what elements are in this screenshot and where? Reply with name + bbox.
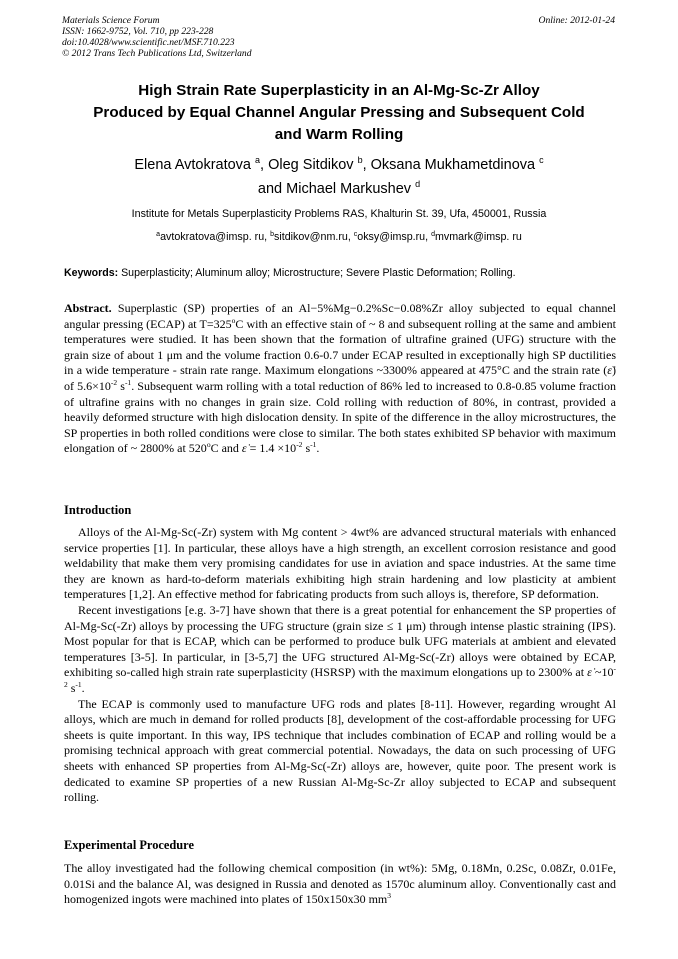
intro-text: . xyxy=(81,680,85,695)
email-4-affil: d xyxy=(431,231,435,238)
author-and: and xyxy=(257,181,287,197)
author-1-affil: a xyxy=(255,155,261,165)
abstract-text: C with an effective stain of ~ 8 and subsequent rolling at the same and ambient temperatures were studied. It has been shown that the formation of ultrafine grained (UFG) structure with the grain size of about 1 μm and the volume fraction 0.6-0.7 under ECAP resulted in exceptionally high SP ductilities in a wide temperature - strain rate range. Maximum elongations ~3300% appeared at 475°C and the strain rate ( xyxy=(64,316,617,378)
exponent: -1 xyxy=(124,377,132,387)
abstract-text: s xyxy=(302,441,311,456)
abstract-text: Superplastic (SP) properties of an Al−5%Mg−0.2%Sc−0.08%Zr alloy subjected to equal channel angular pressing (ECAP) at T=325 xyxy=(64,301,616,331)
exponent: -1 xyxy=(310,440,317,450)
paper-title xyxy=(40,80,638,146)
author-3: Oksana Mukhametdinova xyxy=(370,157,540,173)
journal-copyright: © 2012 Trans Tech Publications Ltd, Switzerland xyxy=(62,48,252,59)
title-line-2: Produced by Equal Channel Angular Pressing and Subsequent Cold xyxy=(93,104,585,121)
email-3-affil: c xyxy=(353,231,358,238)
journal-doi: doi:10.4028/www.scientific.net/MSF.710.223 xyxy=(62,37,235,48)
intro-text: s xyxy=(67,680,76,695)
exponent: -2 xyxy=(110,377,118,387)
intro-text: ~10 xyxy=(591,665,614,680)
abstract-text: = 1.4 ×10 xyxy=(246,441,297,456)
institution: Institute for Metals Superplasticity Problems RAS, Khalturin St. 39, Ufa, 450001, Russia xyxy=(131,208,547,220)
exponent: 3 xyxy=(387,891,392,901)
email-3: oksy@imsp.ru, xyxy=(357,231,432,243)
email-2: sitdikov@nm.ru, xyxy=(274,231,354,243)
journal-issn: ISSN: 1662-9752, Vol. 710, pp 223-228 xyxy=(62,26,214,37)
experimental-body xyxy=(64,861,616,908)
strain-rate-symbol: ε̇ xyxy=(587,665,592,680)
email-1: avtokratova@imsp. ru, xyxy=(160,231,271,243)
section-heading-experimental: Experimental Procedure xyxy=(64,838,194,852)
author-list xyxy=(40,153,638,201)
abstract-label: Abstract. xyxy=(64,301,112,315)
abstract-text: . xyxy=(316,441,320,456)
intro-paragraph-1: Alloys of the Al-Mg-Sc(-Zr) system with Mg content > 4wt% are advanced structural materials with enhanced service properties [1]. In particular, these alloys have a high strength, an excellent corrosion resistance and good weldability that make them very promising candidates for use in aviation and space industries. At the same time they are known as hard-to-deform materials exhibiting high strain hardening and low plasticity at ambient temperatures [1,2]. An effective method for fabricating products from such alloys is, therefore, SP deformation. xyxy=(64,525,616,602)
author-emails xyxy=(40,230,638,244)
intro-paragraph-2 xyxy=(64,603,616,697)
strain-rate-symbol: ε̇ xyxy=(607,363,612,378)
abstract-text: s xyxy=(117,378,125,393)
author-separator: , xyxy=(362,157,371,173)
strain-rate-symbol: ε̇ xyxy=(241,441,247,456)
keywords xyxy=(64,266,616,280)
journal-header xyxy=(62,15,252,59)
abstract-text: C and xyxy=(210,441,242,456)
section-heading-introduction: Introduction xyxy=(64,503,132,517)
exp-text: The alloy investigated had the following chemical composition (in wt%): 5Mg, 0.18Mn, 0.2Sc, 0.08Zr, 0.01Fe, 0.01Si and the balance Al, was designed in Russia and denoted as 1570c aluminum alloy. Conventionally cast and homogenized ingots were machined into plates of 150x150x30 mm xyxy=(64,861,616,907)
email-1-affil: a xyxy=(156,231,161,238)
journal-name: Materials Science Forum xyxy=(62,15,160,26)
abstract xyxy=(64,301,616,457)
exponent: -1 xyxy=(75,679,82,689)
author-line-1 xyxy=(40,153,638,177)
author-3-affil: c xyxy=(539,155,544,165)
title-line-3: and Warm Rolling xyxy=(274,126,404,143)
degree-sup: o xyxy=(231,315,236,325)
author-2-affil: b xyxy=(357,155,363,165)
exponent: -2 xyxy=(296,440,303,450)
author-1: Elena Avtokratova xyxy=(134,157,256,173)
online-date-text: Online: 2012-01-24 xyxy=(538,15,615,26)
intro-paragraph-3: The ECAP is commonly used to manufacture UFG rods and plates [8-11]. However, regarding wrought Al alloys, which are much in demand for rolled products [8], development of the cost-affordable processing for UFG sheets is quite important. In this way, IPS technique that includes combination of ECAP and rolling would be a promising technical approach with great commercial potential. Nowadays, the data on such processing of UFG sheets with enhanced SP properties from Al-Mg-Sc(-Zr) alloys are, however, quite poor. The present work is dedicated to examine SP properties of a new Russian Al-Mg-Sc-Zr alloy subjected to ECAP and subsequent rolling. xyxy=(64,696,616,805)
author-2: Oleg Sitdikov xyxy=(268,157,358,173)
author-4: Michael Markushev xyxy=(286,181,416,197)
introduction-body xyxy=(64,525,616,806)
keywords-text: Superplasticity; Aluminum alloy; Microstructure; Severe Plastic Deformation; Rolling. xyxy=(118,267,516,279)
title-line-1: High Strain Rate Superplasticity in an Al-Mg-Sc-Zr Alloy xyxy=(138,82,540,99)
degree-sup: o xyxy=(206,440,211,450)
abstract-text: ) of 5.6×10 xyxy=(64,363,616,393)
email-4: mvmark@imsp. ru xyxy=(434,231,522,243)
author-line-2 xyxy=(40,177,638,201)
email-2-affil: b xyxy=(270,231,275,238)
author-separator: , xyxy=(260,157,269,173)
exponent: -2 xyxy=(64,664,617,689)
exp-paragraph-1 xyxy=(64,861,616,908)
intro-text: Recent investigations [e.g. 3-7] have shown that there is a great potential for enhancement the SP properties of Al-Mg-Sc(-Zr) alloys by processing the UFG structure (grain size ≤ 1 μm) through intense plastic straining (IPS). Most popular for that is ECAP, which can be performed to produce bulk UFG materials at ambient and elevated temperatures [3-5]. In particular, in [3-5,7] the UFG structured Al-Mg-Sc(-Zr) alloys were obtained by ECAP, exhibiting so-called high strain rate superplasticity (HSRSP) with the maximum elongations up to 2300% at xyxy=(64,602,616,680)
abstract-text: . Subsequent warm rolling with a total reduction of 86% led to increased to 0.8-0.85 volume fraction of ultrafine grains with no changes in grain size. Cold rolling with reduction of 80%, in contrast, provided a heavily deformed structure with high dislocation density. In spite of the difference in the alloy microstructures, the SP properties in both rolled conditions were close to similar. The both states exhibited SP behavior with maximum elongation of ~ 2800% at 520 xyxy=(64,378,617,456)
author-4-affil: d xyxy=(415,179,421,189)
keywords-label: Keywords: xyxy=(64,267,119,279)
online-date xyxy=(539,15,615,26)
